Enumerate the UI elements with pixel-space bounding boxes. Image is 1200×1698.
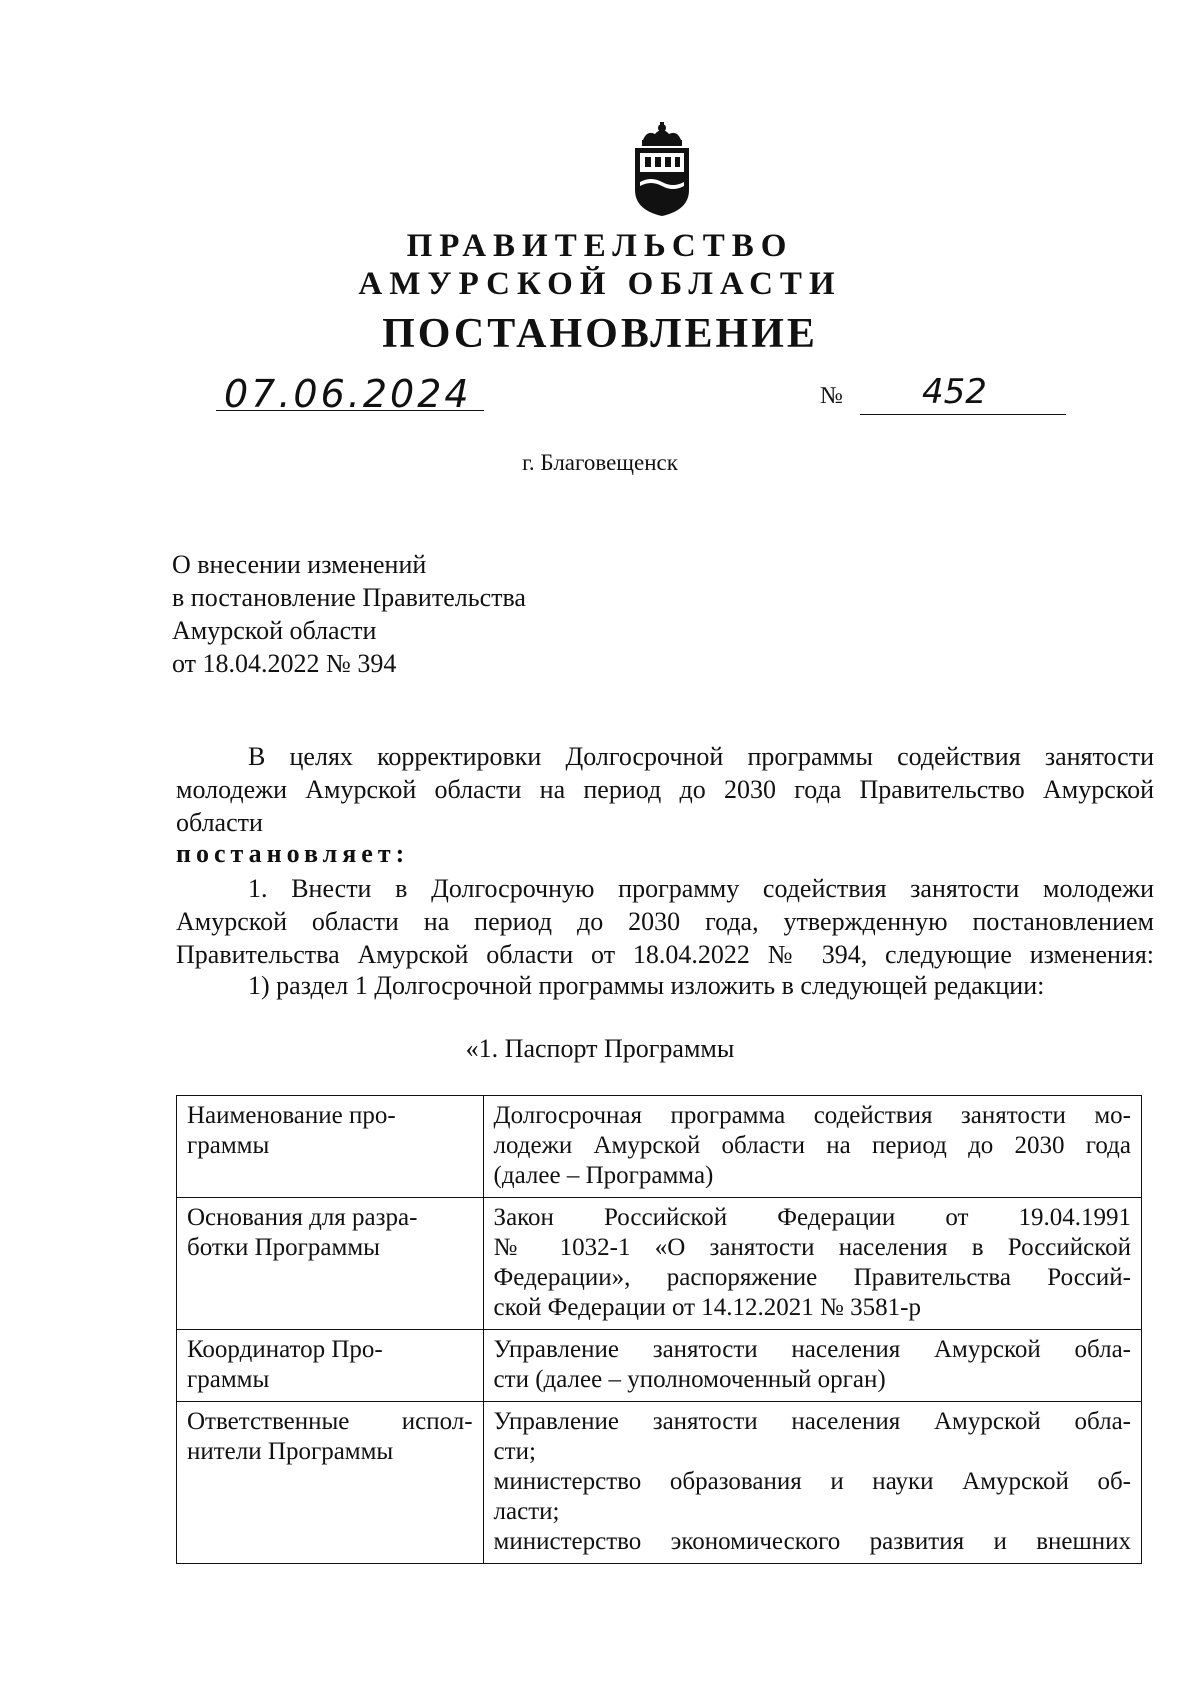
cell-line: Долгосрочная программа содействия занятости мо- xyxy=(493,1102,1131,1129)
paragraph-line: 1. Внести в Долгосрочную программу содействия занятости молодежи xyxy=(248,874,1154,903)
cell-line: (далее – Программа) xyxy=(493,1162,714,1189)
paragraph-line: молодежи Амурской области на период до 2030 года Правительство Амурской xyxy=(176,775,1154,804)
intro-paragraph xyxy=(176,740,1154,839)
paragraph-line: области xyxy=(176,808,263,837)
date-underline xyxy=(216,410,484,411)
section-title: «1. Паспорт Программы xyxy=(465,1034,735,1063)
item-1-paragraph xyxy=(176,872,1154,971)
document-type: ПОСТАНОВЛЕНИЕ xyxy=(382,311,818,357)
cell-line: лодежи Амурской области на период до 2030 года xyxy=(493,1132,1131,1159)
org-name-line2: АМУРСКОЙ ОБЛАСТИ xyxy=(358,266,842,302)
subject-line: О внесении изменений xyxy=(172,550,427,579)
passport-table xyxy=(176,1095,1142,1564)
cell-line: граммы xyxy=(187,1366,270,1393)
table-key-cell xyxy=(177,1402,484,1564)
cell-line: нители Программы xyxy=(187,1438,394,1465)
item-1-subitem: 1) раздел 1 Долгосрочной программы изложить в следующей редакции: xyxy=(248,971,1045,1000)
org-name-line1: ПРАВИТЕЛЬСТВО xyxy=(406,228,794,264)
cell-line: Управление занятости населения Амурской обла- xyxy=(493,1336,1131,1363)
cell-line: ласти; xyxy=(493,1498,560,1525)
table-key-cell xyxy=(177,1096,484,1198)
city: г. Благовещенск xyxy=(522,450,678,475)
cell-line: граммы xyxy=(187,1132,270,1159)
table-row xyxy=(177,1330,1142,1402)
number-label: № xyxy=(820,383,843,409)
cell-line: Основания для разра- xyxy=(187,1204,418,1231)
table-value-cell xyxy=(483,1330,1141,1402)
cell-line: министерство экономического развития и внешних xyxy=(493,1528,1131,1555)
cell-line: Закон Российской Федерации от 19.04.1991 xyxy=(493,1204,1131,1231)
table-value-cell xyxy=(483,1096,1141,1198)
cell-line: ской Федерации от 14.12.2021 № 3581-р xyxy=(493,1294,921,1321)
number-underline xyxy=(860,414,1066,415)
handwritten-date: 07.06.2024 xyxy=(224,372,472,416)
subject-line: от 18.04.2022 № 394 xyxy=(172,649,397,678)
cell-line: № 1032-1 «О занятости населения в Российской xyxy=(493,1234,1131,1261)
table-key-cell xyxy=(177,1330,484,1402)
table-row xyxy=(177,1096,1142,1198)
paragraph-line: Правительства Амурской области от 18.04.2022 № 394, следующие изменения: xyxy=(176,940,1154,969)
cell-line: министерство образования и науки Амурской об- xyxy=(493,1468,1131,1495)
table-value-cell xyxy=(483,1198,1141,1330)
subject-line: в постановление Правительства xyxy=(172,583,526,612)
cell-line: сти; xyxy=(493,1438,536,1465)
table-row xyxy=(177,1402,1142,1564)
cell-line: Управление занятости населения Амурской обла- xyxy=(493,1408,1131,1435)
table-value-cell xyxy=(483,1402,1141,1564)
cell-line: Федерации», распоряжение Правительства Россий- xyxy=(493,1264,1131,1291)
paragraph-line: Амурской области на период до 2030 года, утвержденную постановлением xyxy=(176,907,1154,936)
cell-line: ботки Программы xyxy=(187,1234,380,1261)
table-key-cell xyxy=(177,1198,484,1330)
table-row xyxy=(177,1198,1142,1330)
document-subject xyxy=(172,548,526,680)
subject-line: Амурской области xyxy=(172,616,377,645)
paragraph-line: В целях корректировки Долгосрочной программы содействия занятости xyxy=(248,742,1154,771)
cell-line: Наименование про- xyxy=(187,1102,396,1129)
coat-of-arms-icon xyxy=(625,120,699,218)
cell-line: Координатор Про- xyxy=(187,1336,383,1363)
cell-line: Ответственные испол- xyxy=(187,1408,473,1435)
resolves-word: постановляет: xyxy=(176,839,410,868)
cell-line: сти (далее – уполномоченный орган) xyxy=(493,1366,886,1393)
handwritten-number: 452 xyxy=(922,372,987,412)
